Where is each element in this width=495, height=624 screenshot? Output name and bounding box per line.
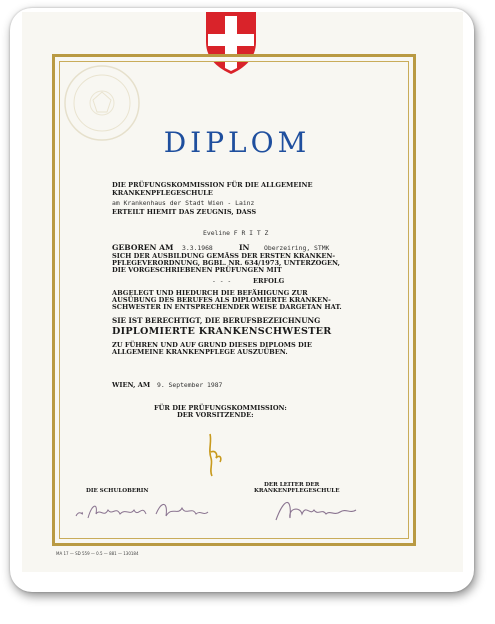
result-word: ERFOLG: [253, 277, 285, 285]
footer-code: MA 17 — SD 559 — 0.5 — 881 — 130184: [56, 551, 139, 556]
diploma-paper: [22, 12, 463, 572]
born-in: IN: [239, 243, 250, 252]
commission-line-2: KRANKENPFLEGESCHULE: [112, 189, 213, 197]
commission-line-1: DIE PRÜFUNGSKOMMISSION FÜR DIE ALLGEMEINE: [112, 181, 313, 189]
result-dashes: - - -: [212, 277, 232, 285]
para1-line-3: DIE VORGESCHRIEBENEN PRÜFUNGEN MIT: [112, 266, 282, 274]
chair-line-2: DER VORSITZENDE:: [177, 411, 254, 419]
para2-line-3: SCHWESTER IN ENTSPRECHENDER WEISE DARGETAN HAT.: [112, 303, 342, 311]
designation: DIPLOMIERTE KRANKENSCHWESTER: [112, 326, 332, 337]
born-place: Oberzeiring, STMK: [264, 244, 330, 252]
certifies-line: ERTEILT HIEMIT DAS ZEUGNIS, DASS: [112, 208, 257, 216]
right-sig-label-2: KRANKENPFLEGESCHULE: [254, 488, 340, 494]
place-date: 9. September 1987: [157, 381, 223, 389]
para3-line-2: ALLGEMEINE KRANKENPFLEGE AUSZUÜBEN.: [112, 348, 288, 356]
entitled-line: SIE IST BERECHTIGT, DIE BERUFSBEZEICHNUNG: [112, 316, 321, 325]
para2-line-1: ABGELEGT UND HIEDURCH DIE BEFÄHIGUNG ZUR: [112, 289, 308, 297]
chair-signature-icon: [202, 432, 226, 480]
chair-line-1: FÜR DIE PRÜFUNGSKOMMISSION:: [154, 404, 287, 412]
para3-line-1: ZU FÜHREN UND AUF GRUND DIESES DIPLOMS DIE: [112, 341, 312, 349]
place-label: WIEN, AM: [112, 381, 151, 389]
para1-line-1: SICH DER AUSBILDUNG GEMÄSS DER ERSTEN KRANKEN-: [112, 252, 336, 260]
para1-line-2: PFLEGEVERORDNUNG, BGBL. NR. 634/1973, UNTERZOGEN,: [112, 259, 340, 267]
diploma-title: DIPLOM: [163, 126, 311, 159]
para2-line-2: AUSÜBUNG DES BERUFES ALS DIPLOMIERTE KRANKEN-: [112, 296, 331, 304]
left-sig-label: DIE SCHULOBERIN: [86, 488, 149, 494]
born-date: 3.3.1968: [182, 244, 213, 252]
right-sig-label-1: DER LEITER DER: [264, 482, 320, 488]
hospital-line: am Krankenhaus der Stadt Wien - Lainz: [112, 199, 255, 207]
left-signature-icon: [72, 494, 212, 524]
right-signature-icon: [270, 494, 360, 524]
born-label: GEBOREN AM: [112, 243, 174, 252]
recipient-name: Eveline F R I T Z: [203, 229, 269, 237]
